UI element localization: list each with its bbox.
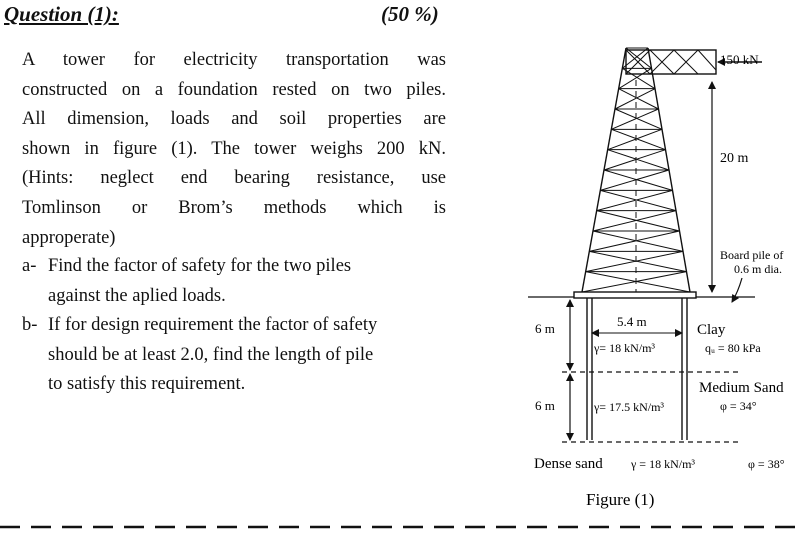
figure-caption: Figure (1) (586, 490, 655, 509)
pile-note-leader (732, 278, 742, 302)
layer2-phi: φ = 34° (720, 399, 757, 413)
height-label: 20 m (720, 151, 749, 166)
load-label: 150 kN (720, 52, 759, 67)
text-line: A tower for electricity transportation was (22, 50, 446, 70)
task-line: Find the factor of safety for the two piles (48, 256, 352, 276)
layer2-name: Medium Sand (699, 380, 784, 396)
text-line: Tomlinson or Brom’s methods which is (22, 197, 446, 218)
layer1-unit-weight: γ= 18 kN/m³ (594, 341, 656, 355)
pile-note-1: Board pile of (720, 248, 784, 262)
question-title: Question (1): (4, 2, 119, 26)
layer3-phi: φ = 38° (748, 457, 785, 471)
layer1-name: Clay (697, 322, 726, 338)
task-line: to satisfy this requirement. (48, 374, 246, 395)
text-line: All dimension, loads and soil properties are (22, 109, 446, 130)
layer1-strength: qᵤ = 80 kPa (705, 341, 761, 355)
text-line: constructed on a foundation rested on two piles. (22, 79, 446, 100)
layer3-name: Dense sand (534, 456, 603, 472)
pile-note-2: 0.6 m dia. (734, 262, 782, 276)
pile-cap (574, 292, 696, 298)
task-line: If for design requirement the factor of safety (48, 315, 378, 335)
text-line: shown in figure (1). The tower weighs 200 kN. (22, 138, 446, 159)
text-line: (Hints: neglect end bearing resistance, use (22, 168, 446, 189)
layer2-depth-label: 6 m (535, 398, 555, 413)
tower (582, 48, 716, 292)
layer3-unit-weight: γ = 18 kN/m³ (631, 457, 696, 471)
question-weight: (50 %) (381, 2, 439, 26)
task-line: against the aplied loads. (48, 285, 226, 306)
text-line: approperate) (22, 227, 116, 248)
spacing-label: 5.4 m (617, 314, 647, 329)
layer1-depth-label: 6 m (535, 321, 555, 336)
layer2-unit-weight: γ= 17.5 kN/m³ (594, 400, 665, 414)
task-label: a- (22, 256, 37, 276)
task-line: should be at least 2.0, find the length of pile (48, 344, 374, 365)
task-label: b- (22, 315, 38, 335)
